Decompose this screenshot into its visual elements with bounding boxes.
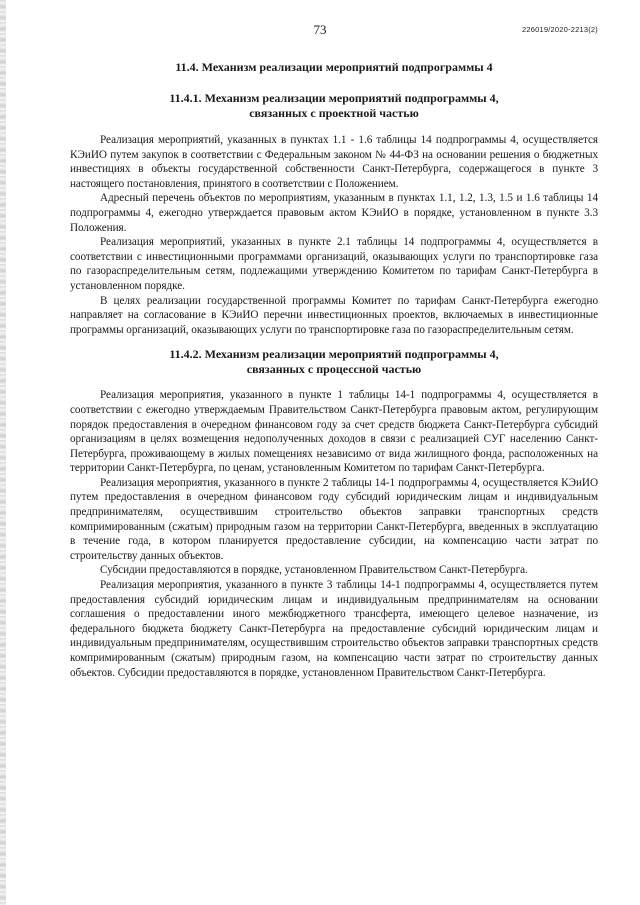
paragraph: Реализация мероприятия, указанного в пункте 2 таблицы 14-1 подпрограммы 4, осуществляется КЭиИО путем предоставления в очередном финансовом году субсидий юридическим лицам и индивидуальным предпринимателям, осуществившим строительство объектов заправки транспортных средств компримированным (сжатым) природным газом на территории Санкт-Петербурга, введенных в эксплуатацию в течение года, в котором планируется предоставление субсидии, на компенсацию части затрат по строительству данных объектов. [70, 476, 598, 562]
paragraph: Реализация мероприятия, указанного в пункте 1 таблицы 14-1 подпрограммы 4, осуществляется в соответствии с ежегодно утверждаемым Правительством Санкт-Петербурга правовым актом, регулирующим порядок предоставления в очередном финансовом году за счет средств бюджета Санкт-Петербурга субсидий организациям в целях возмещения недополученных доходов в связи с реализацией СУГ населению Санкт-Петербурга, проживающему в жилых помещениях независимо от вида жилищного фонда, расположенных на территории Санкт-Петербурга, по ценам, установленным Комитетом по тарифам Санкт-Петербурга. [70, 389, 598, 475]
document-code: 226019/2020-2213(2) [522, 25, 598, 34]
paragraph: Реализация мероприятия, указанного в пункте 3 таблицы 14-1 подпрограммы 4, осуществляется путем предоставления субсидий юридическим лицам и индивидуальным предпринимателям на основании соглашения о предоставлении иного межбюджетного трансферта, имеющего целевое назначение, из федерального бюджета бюджету Санкт-Петербурга на предоставление субсидий юридическим лицам и индивидуальным предпринимателям, осуществившим строительство объектов заправки транспортных средств компримированным (сжатым) природным газом, на компенсацию части затрат по строительству данных объектов. Субсидии предоставляются в порядке, установленном Правительством Санкт-Петербурга. [70, 579, 598, 679]
subsection-title-line: 11.4.1. Механизм реализации мероприятий подпрограммы 4, [169, 91, 499, 105]
page-number: 73 [313, 22, 327, 37]
subsection-body-11-4-2 [70, 388, 598, 680]
section-title: 11.4. Механизм реализации мероприятий подпрограммы 4 [175, 60, 493, 74]
paragraph: Реализация мероприятий, указанных в пунктах 1.1 - 1.6 таблицы 14 подпрограммы 4, осуществляется КЭиИО путем закупок в соответствии с Федеральным законом № 44-ФЗ на основании решения о бюджетных инвестициях в объекты государственной собственности Санкт-Петербурга, содержащегося в пункте 3 настоящего постановления, принятого в соответствии с Положением. [70, 134, 598, 190]
paragraph: Адресный перечень объектов по мероприятиям, указанным в пунктах 1.1, 1.2, 1.3, 1.5 и 1.6 таблицы 14 подпрограммы 4, ежегодно утверждается правовым актом КЭиИО в порядке, установленном в пункте 3.3 Положения. [70, 192, 598, 234]
scan-edge [0, 0, 6, 905]
paragraph: В целях реализации государственной программы Комитет по тарифам Санкт-Петербурга ежегодно направляет на согласование в КЭиИО перечни инвестиционных проектов, включаемых в инвестиционные программы организаций, оказывающих услуги по транспортировке газа по газораспределительным сетям. [70, 294, 598, 336]
document-body [70, 60, 598, 680]
subsection-body-11-4-1 [70, 133, 598, 337]
subsection-title-11-4-2 [70, 347, 598, 377]
subsection-title-line: 11.4.2. Механизм реализации мероприятий подпрограммы 4, [169, 347, 499, 362]
subsection-title-line: связанных с проектной частью [249, 106, 419, 120]
paragraph: Реализация мероприятий, указанных в пункте 2.1 таблицы 14 подпрограммы 4, осуществляется в соответствии с инвестиционными программами организаций, оказывающих услуги по транспортировке газа по газораспределительным сетям, подлежащими утверждению Комитетом по тарифам Санкт-Петербурга в установленном порядке. [70, 236, 598, 292]
subsection-title-line: связанных с процессной частью [246, 362, 422, 377]
paragraph: Субсидии предоставляются в порядке, установленном Правительством Санкт-Петербурга. [100, 564, 528, 577]
subsection-title-11-4-1 [70, 91, 598, 121]
